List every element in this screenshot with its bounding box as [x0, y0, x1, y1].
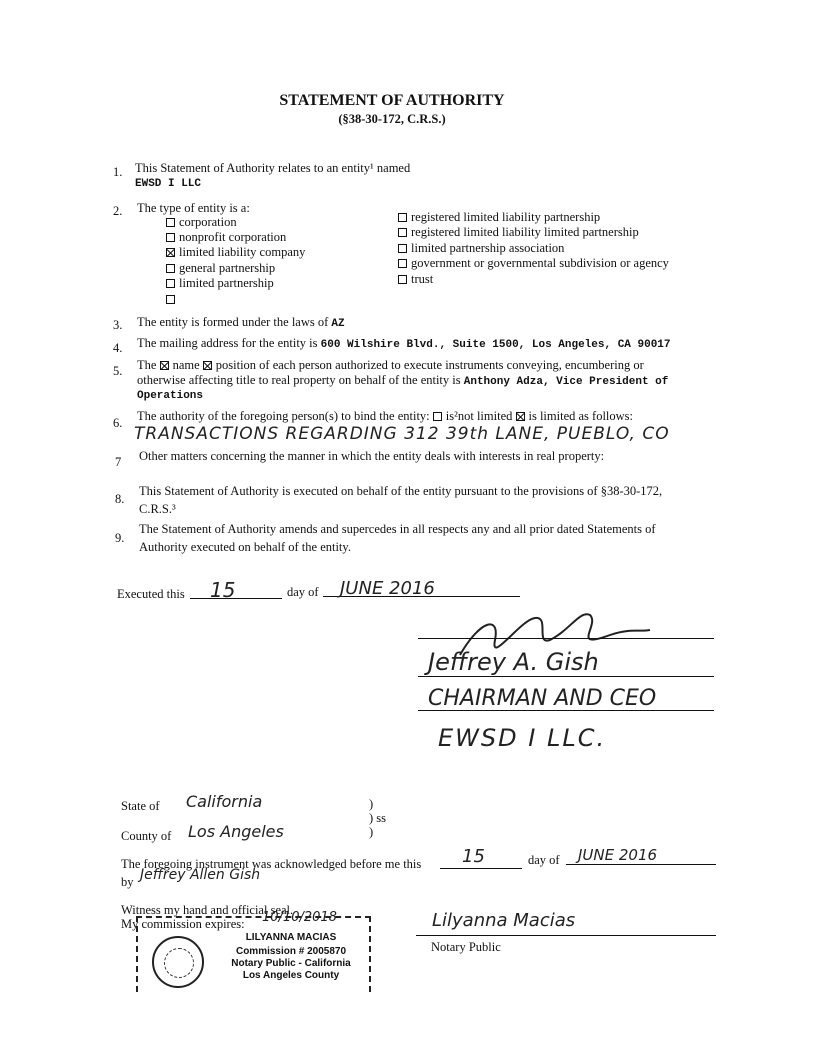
- executed-day-value: 15: [210, 578, 236, 602]
- item-5-text: The name position of each person authorized to execute instruments conveying, encumbering or: [137, 358, 644, 372]
- notary-seal-icon: [152, 936, 204, 988]
- checkbox-icon: [398, 228, 407, 237]
- signature-line: [418, 638, 714, 639]
- stamp-title: Notary Public - California: [231, 958, 351, 969]
- checkbox-icon: [433, 412, 442, 421]
- authority-limitation-handwritten: TRANSACTIONS REGARDING 312 39th LANE, PUEBLO, CO: [134, 424, 670, 444]
- checked-checkbox-icon: [203, 361, 212, 370]
- item-9-number: 9.: [115, 531, 125, 545]
- notary-signature-handwritten: Lilyanna Macias: [432, 910, 576, 931]
- entity-type-option-lpa[interactable]: limited partnership association: [398, 241, 564, 256]
- signer-title-handwritten: CHAIRMAN AND CEO: [428, 686, 657, 711]
- notary-signature-line: [416, 935, 716, 936]
- ss-bracket-top: ): [369, 797, 374, 811]
- item-7-text: Other matters concerning the manner in which the entity deals with interests in real property:: [139, 449, 605, 463]
- entity-type-option-government[interactable]: government or governmental subdivision or agency: [398, 256, 669, 271]
- executed-day-line: [190, 598, 282, 599]
- signer-name-line: [418, 676, 714, 677]
- state-label: State of: [121, 799, 160, 813]
- entity-type-option-limited-partnership[interactable]: limited partnership: [166, 276, 274, 291]
- notary-public-label: Notary Public: [431, 940, 501, 954]
- entity-type-option-corporation[interactable]: corporation: [166, 215, 237, 230]
- executed-label: Executed this: [117, 587, 185, 601]
- checkbox-icon: [166, 264, 175, 273]
- item-1-text: This Statement of Authority relates to an entity¹ named: [135, 161, 411, 175]
- ack-day-value: 15: [462, 846, 485, 867]
- stamp-county: Los Angeles County: [242, 970, 340, 981]
- notary-stamp: [136, 916, 371, 992]
- item-8-text-cont: C.R.S.³: [139, 502, 176, 516]
- item-2-number: 2.: [113, 204, 123, 218]
- ss-bracket-bottom: ): [369, 825, 374, 839]
- checkbox-icon: [398, 259, 407, 268]
- entity-type-option-blank[interactable]: [166, 292, 179, 307]
- by-label: by: [121, 875, 134, 889]
- checkbox-icon: [398, 213, 407, 222]
- item-8-text: This Statement of Authority is executed on behalf of the entity pursuant to the provisions of §38-30-172,: [139, 484, 663, 498]
- checkbox-icon: [166, 218, 175, 227]
- item-5-line2: otherwise affecting title to real property on behalf of the entity is Anthony Adza, Vice President of: [137, 373, 669, 388]
- ack-month-line: [566, 864, 716, 865]
- checkbox-icon: [398, 275, 407, 284]
- acknowledgment-text: The foregoing instrument was acknowledged before me this: [121, 857, 422, 871]
- item-5-number: 5.: [113, 364, 123, 378]
- state-value: California: [186, 792, 263, 811]
- commission-expires-value: 10/10/2018: [262, 910, 337, 925]
- entity-type-option-llc[interactable]: limited liability company: [166, 245, 305, 260]
- item-3-text: The entity is formed under the laws of AZ: [137, 315, 345, 330]
- signer-entity-handwritten: EWSD I LLC.: [438, 724, 607, 752]
- ack-day-line: [440, 868, 522, 869]
- entity-type-option-trust[interactable]: trust: [398, 272, 433, 287]
- executed-month-value: JUNE 2016: [340, 578, 435, 599]
- county-value: Los Angeles: [188, 822, 284, 841]
- item-6-number: 6.: [113, 416, 123, 430]
- executed-day-of-label: day of: [287, 585, 319, 599]
- checked-checkbox-icon: [160, 361, 169, 370]
- acknowledged-by-value: Jeffrey Allen Gish: [140, 867, 261, 883]
- signer-title-line: [418, 710, 714, 711]
- item-7-number: 7: [115, 455, 122, 469]
- checkbox-icon: [166, 279, 175, 288]
- item-9-text-cont: Authority executed on behalf of the entity.: [139, 540, 351, 554]
- commission-expires-label: My commission expires:: [121, 917, 245, 931]
- item-6-text: The authority of the foregoing person(s) to bind the entity: is²not limited is limited as follows:: [137, 409, 634, 423]
- item-1-number: 1.: [113, 165, 123, 179]
- entity-type-option-general-partnership[interactable]: general partnership: [166, 261, 275, 276]
- ack-day-of-label: day of: [528, 853, 560, 867]
- item-9-text: The Statement of Authority amends and supercedes in all respects any and all prior dated Statements of: [139, 522, 656, 536]
- formation-state-value: AZ: [331, 318, 345, 330]
- checked-checkbox-icon: [166, 248, 175, 257]
- document-subtitle: (§38-30-172, C.R.S.): [338, 112, 446, 126]
- entity-name-value: EWSD I LLC: [135, 178, 202, 190]
- entity-type-option-rllp[interactable]: registered limited liability partnership: [398, 210, 600, 225]
- ack-month-value: JUNE 2016: [578, 846, 658, 864]
- authorized-person-value: Anthony Adza, Vice President of: [463, 376, 669, 388]
- ss-label: ) ss: [369, 811, 387, 825]
- county-label: County of: [121, 829, 172, 843]
- checkbox-icon: [398, 244, 407, 253]
- item-3-number: 3.: [113, 318, 123, 332]
- checkbox-icon: [166, 295, 175, 304]
- signer-name-handwritten: Jeffrey A. Gish: [428, 648, 599, 676]
- mailing-address-value: 600 Wilshire Blvd., Suite 1500, Los Angeles, CA 90017: [320, 339, 671, 351]
- stamp-name: LILYANNA MACIAS: [245, 932, 337, 943]
- checkbox-icon: [166, 233, 175, 242]
- item-2-text: The type of entity is a:: [137, 201, 250, 215]
- witness-text: Witness my hand and official seal.: [121, 903, 294, 917]
- entity-type-option-nonprofit[interactable]: nonprofit corporation: [166, 230, 286, 245]
- document-title: STATEMENT OF AUTHORITY: [279, 92, 505, 109]
- item-4-number: 4.: [113, 341, 123, 355]
- item-4-text: The mailing address for the entity is 600 Wilshire Blvd., Suite 1500, Los Angeles, CA 90017: [137, 336, 671, 351]
- authorized-person-value-cont: Operations: [137, 390, 204, 402]
- stamp-commission: Commission # 2005870: [235, 946, 347, 957]
- entity-type-option-rlllp[interactable]: registered limited liability limited partnership: [398, 225, 639, 240]
- checked-checkbox-icon: [516, 412, 525, 421]
- item-8-number: 8.: [115, 492, 125, 506]
